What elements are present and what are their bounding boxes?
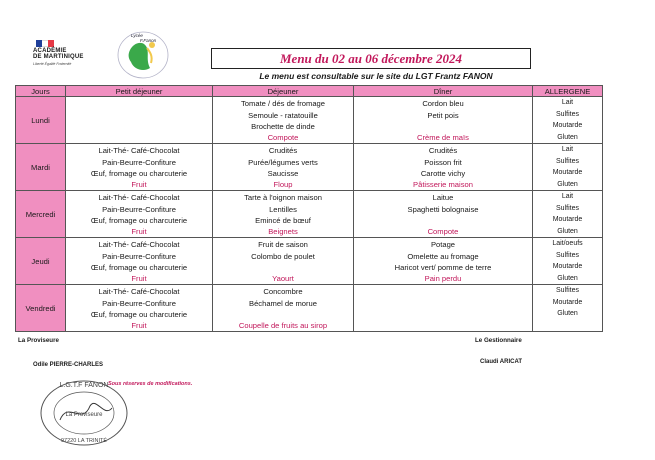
dejeuner-dessert: Beignets xyxy=(268,227,298,236)
petit-cell xyxy=(66,238,213,285)
french-flag-icon xyxy=(36,40,54,47)
dejeuner-dessert: Floup xyxy=(273,180,293,189)
gestionnaire-name: Claudi ARICAT xyxy=(480,359,522,365)
diner-items xyxy=(354,239,532,274)
stamp-top-text: L.G.T.F FANON xyxy=(59,382,109,389)
diner-dessert: Pain perdu xyxy=(424,274,462,283)
day-name: Jeudi xyxy=(16,238,66,285)
petit-dessert: Fruit xyxy=(131,274,147,283)
dejeuner-item: Concombre xyxy=(263,287,303,296)
dejeuner-item: Semoule - ratatouille xyxy=(248,110,318,120)
diner-item: Poisson frit xyxy=(424,157,462,167)
stamp-center-text: La Proviseure xyxy=(65,412,103,418)
petit-item: Lait-Thé- Café-Chocolat xyxy=(98,193,180,202)
diner-dessert: Compote xyxy=(427,227,459,236)
petit-items xyxy=(66,145,212,180)
diner-cell xyxy=(354,285,533,332)
allergene-item: Moutarde xyxy=(552,122,583,129)
petit-cell xyxy=(66,97,213,144)
allergene-item: Gluten xyxy=(557,310,578,317)
proviseure-label: La Proviseure xyxy=(18,337,59,344)
petit-items xyxy=(66,239,212,274)
menu-table xyxy=(15,85,603,332)
allergene-item: Moutarde xyxy=(552,216,583,223)
table-row xyxy=(16,144,603,191)
col-petit-dejeuner: Petit déjeuner xyxy=(66,86,213,97)
academie-motto: Liberté Égalité Fraternité xyxy=(33,62,72,66)
diner-item: Potage xyxy=(430,240,456,249)
allergene-cell xyxy=(533,97,603,144)
petit-dessert: Fruit xyxy=(131,227,147,236)
day-name: Lundi xyxy=(16,97,66,144)
stamp-bottom-text: 97220 LA TRINITÉ xyxy=(60,438,108,444)
academie-line2: DE MARTINIQUE xyxy=(33,54,84,60)
allergene-item: Gluten xyxy=(557,274,578,282)
proviseure-name: Odile PIERRE-CHARLES xyxy=(33,362,104,368)
day-name: Vendredi xyxy=(16,285,66,332)
allergene-cell xyxy=(533,238,603,285)
dejeuner-item: Emincé de bœuf xyxy=(255,216,311,225)
school-stamp-icon xyxy=(38,378,130,448)
allergene-item: Moutarde xyxy=(552,298,583,306)
allergene-cell xyxy=(533,144,603,191)
table-row xyxy=(16,191,603,238)
diner-item: Petit pois xyxy=(427,110,459,120)
day-name: Mercredi xyxy=(16,191,66,238)
dejeuner-item: Lentilles xyxy=(269,204,297,214)
dejeuner-item: Tarte à l'oignon maison xyxy=(244,193,322,202)
allergene-item: Moutarde xyxy=(552,263,583,270)
table-row xyxy=(16,285,603,332)
col-jours: Jours xyxy=(16,86,66,97)
petit-item: Œuf, fromage ou charcuterie xyxy=(90,169,188,178)
dejeuner-items xyxy=(213,145,353,180)
allergene-item: Sulfites xyxy=(556,110,579,118)
petit-item: Lait-Thé- Café-Chocolat xyxy=(98,287,180,296)
allergene-cell xyxy=(533,191,603,238)
menu-subtitle: Le menu est consultable sur le site du LGT Frantz FANON xyxy=(259,71,493,81)
menu-title: Menu du 02 au 06 décembre 2024 xyxy=(211,48,531,69)
diner-dessert: Pâtisserie maison xyxy=(413,180,473,189)
dejeuner-dessert: Coupelle de fruits au sirop xyxy=(238,321,328,330)
school-logo-text xyxy=(131,33,156,43)
petit-item: Pain-Beurre-Confiture xyxy=(102,204,176,214)
allergene-item: Sulfites xyxy=(556,251,579,259)
allergene-item: Sulfites xyxy=(556,157,579,165)
diner-cell xyxy=(354,97,533,144)
dejeuner-items xyxy=(213,192,353,227)
dejeuner-item: Fruit de saison xyxy=(258,240,308,249)
dejeuner-item: Purée/légumes verts xyxy=(248,157,318,167)
col-diner: Dîner xyxy=(354,86,533,97)
allergene-item: Gluten xyxy=(557,180,578,188)
diner-items xyxy=(354,145,532,180)
allergene-item: Lait xyxy=(561,99,574,106)
logo-line2: F.Fanon xyxy=(140,38,157,43)
diner-item: Omelette au fromage xyxy=(407,251,479,261)
allergene-item: Lait xyxy=(561,193,574,200)
table-header-row xyxy=(16,86,603,97)
diner-item: Laitue xyxy=(432,193,454,202)
petit-item: Pain-Beurre-Confiture xyxy=(102,298,176,308)
petit-items xyxy=(66,192,212,227)
dejeuner-item: Béchamel de morue xyxy=(249,298,317,308)
petit-dessert: Fruit xyxy=(131,180,147,189)
diner-item: Cordon bleu xyxy=(422,99,464,108)
dejeuner-cell xyxy=(213,285,354,332)
petit-item: Lait-Thé- Café-Chocolat xyxy=(98,146,180,155)
dejeuner-item: Colombo de poulet xyxy=(251,251,315,261)
diner-cell xyxy=(354,191,533,238)
petit-item: Lait-Thé- Café-Chocolat xyxy=(98,240,180,249)
dejeuner-dessert: Yaourt xyxy=(272,274,294,283)
col-dejeuner: Déjeuner xyxy=(213,86,354,97)
academie-line1: ACADÉMIE xyxy=(33,48,67,54)
petit-item: Œuf, fromage ou charcuterie xyxy=(90,216,188,225)
diner-items xyxy=(354,192,532,215)
dejeuner-item: Saucisse xyxy=(267,169,299,178)
diner-cell xyxy=(354,144,533,191)
diner-cell xyxy=(354,238,533,285)
diner-items xyxy=(354,98,532,121)
diner-dessert: Crème de maïs xyxy=(417,133,469,142)
allergene-cell xyxy=(533,285,603,332)
dejeuner-cell xyxy=(213,144,354,191)
dejeuner-item: Tomate / dés de fromage xyxy=(241,99,325,108)
petit-cell xyxy=(66,144,213,191)
dejeuner-items xyxy=(213,98,353,133)
petit-cell xyxy=(66,191,213,238)
petit-dessert: Fruit xyxy=(131,321,147,330)
petit-item: Pain-Beurre-Confiture xyxy=(102,157,176,167)
gestionnaire-label: Le Gestionnaire xyxy=(475,337,522,344)
dejeuner-item: Brochette de dinde xyxy=(251,122,315,131)
dejeuner-cell xyxy=(213,191,354,238)
diner-item: Carotte vichy xyxy=(420,169,466,178)
allergene-item: Gluten xyxy=(557,227,578,235)
dejeuner-dessert: Compote xyxy=(267,133,299,142)
dejeuner-items xyxy=(213,286,353,309)
petit-items xyxy=(66,286,212,321)
dejeuner-cell xyxy=(213,97,354,144)
allergene-item: Lait/oeufs xyxy=(552,240,583,247)
col-allergene: ALLERGENE xyxy=(533,86,603,97)
logo-line1: Lycée xyxy=(131,33,143,38)
table-row xyxy=(16,97,603,144)
diner-item: Crudités xyxy=(428,146,458,155)
table-row xyxy=(16,238,603,285)
dejeuner-items xyxy=(213,239,353,262)
petit-item: Pain-Beurre-Confiture xyxy=(102,251,176,261)
allergene-item: Gluten xyxy=(557,133,578,141)
allergene-item: Lait xyxy=(561,146,574,153)
reserve-note: Sous réserves de modifications. xyxy=(108,381,193,387)
dejeuner-cell xyxy=(213,238,354,285)
allergene-item: Sulfites xyxy=(556,204,579,212)
academie-logo xyxy=(33,48,84,60)
diner-item: Haricot vert/ pomme de terre xyxy=(394,263,492,272)
petit-item: Œuf, fromage ou charcuterie xyxy=(90,310,188,319)
diner-item: Spaghetti bolognaise xyxy=(407,204,479,214)
day-name: Mardi xyxy=(16,144,66,191)
allergene-item: Moutarde xyxy=(552,169,583,176)
dejeuner-item: Crudités xyxy=(268,146,298,155)
petit-item: Œuf, fromage ou charcuterie xyxy=(90,263,188,272)
petit-cell xyxy=(66,285,213,332)
allergene-item: Sulfites xyxy=(556,287,579,294)
